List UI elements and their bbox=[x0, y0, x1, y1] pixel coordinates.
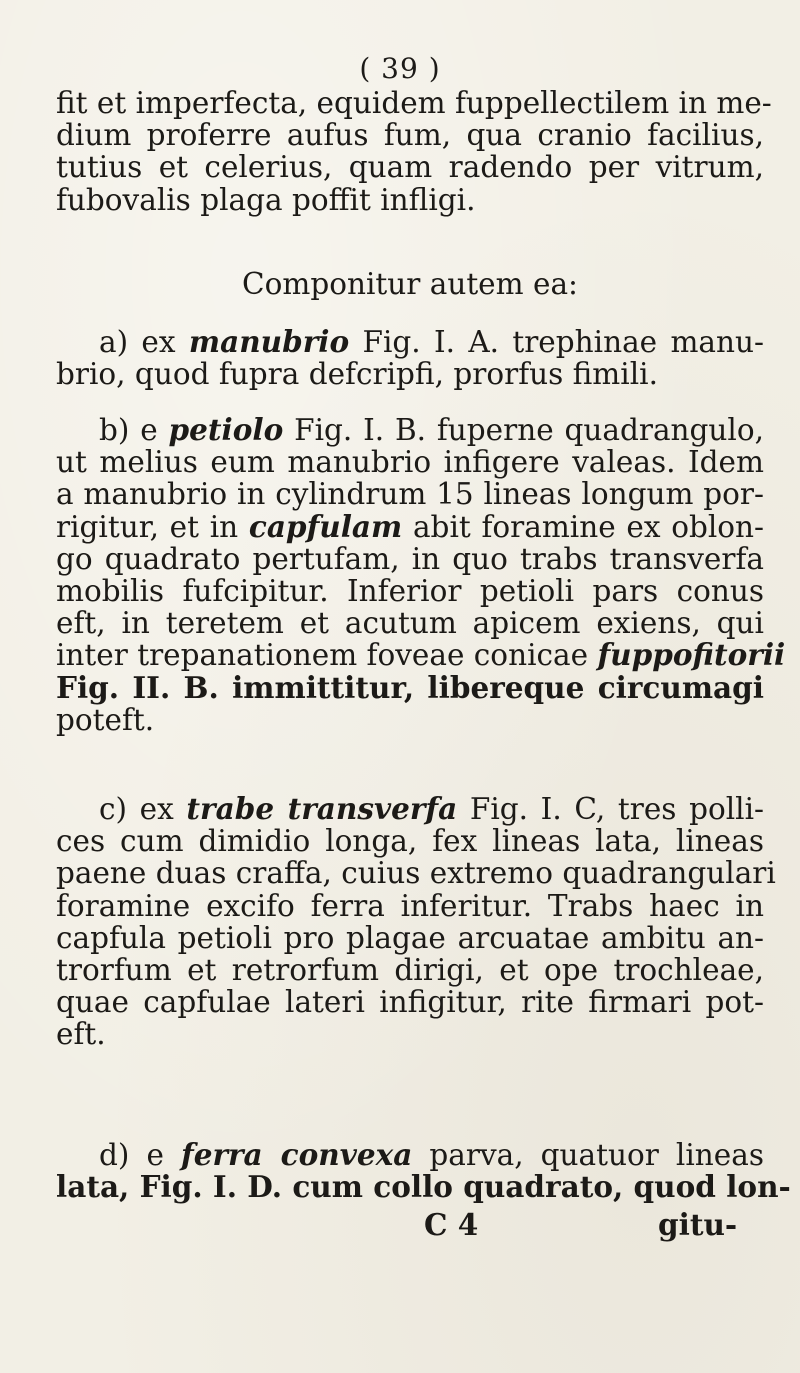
item-a-suffix: Fig. I. A. trephinae manu- bbox=[349, 325, 764, 359]
text-line: go quadrato pertufam, in quo trabs transverfa bbox=[56, 541, 764, 576]
catchword: gitu- bbox=[658, 1207, 738, 1242]
term-manubrio: manubrio bbox=[188, 324, 350, 359]
term-trabe-transverfa: trabe transverfa bbox=[186, 791, 458, 826]
page-footer bbox=[0, 1207, 800, 1241]
text-line: foramine excifo ferra inferitur. Trabs haec in bbox=[56, 888, 764, 923]
text-line: quae capfulae lateri infigitur, rite firmari pot- bbox=[56, 985, 764, 1020]
item-b-line-4 bbox=[56, 508, 765, 544]
text-line: eft, in teretem et acutum apicem exiens, qui bbox=[56, 606, 764, 641]
item-c-prefix: c) ex bbox=[99, 792, 187, 826]
item-c-line-1 bbox=[56, 793, 764, 825]
item-a-line-1 bbox=[56, 326, 764, 358]
item-d bbox=[56, 1137, 791, 1205]
item-b-prefix: b) e bbox=[99, 413, 169, 447]
item-b-line-8-prefix: inter trepanationem foveae conicae bbox=[56, 638, 598, 673]
item-a bbox=[56, 326, 764, 390]
item-b-line-4-suffix: abit foramine ex oblon- bbox=[402, 509, 765, 544]
signature-mark: C 4 bbox=[424, 1207, 479, 1242]
term-fuppofitorii: fuppofitorii bbox=[597, 637, 786, 673]
page-number: ( 39 ) bbox=[359, 52, 441, 85]
heading-text: Componitur autem ea: bbox=[242, 267, 578, 301]
text-line: brio, quod fupra defcripfi, prorfus fimili. bbox=[56, 357, 658, 392]
term-ferra-convexa: ferra convexa bbox=[181, 1137, 413, 1172]
item-b bbox=[56, 412, 786, 737]
text-line: poteft. bbox=[56, 702, 155, 737]
item-d-line-1 bbox=[56, 1139, 764, 1171]
text-line: ut melius eum manubrio infigere valeas. Idem bbox=[56, 445, 764, 480]
item-b-line-8 bbox=[56, 637, 786, 673]
text-line: mobilis fufcipitur. Inferior petioli pars conus bbox=[56, 574, 764, 609]
text-line: eft. bbox=[56, 1017, 106, 1052]
text-line: lata, Fig. I. D. cum collo quadrato, quod lon- bbox=[56, 1169, 791, 1205]
term-petiolo: petiolo bbox=[168, 412, 284, 447]
text-line: tutius et celerius, quam radendo per vitrum, bbox=[56, 150, 764, 185]
paragraph-intro bbox=[56, 86, 772, 217]
item-c bbox=[56, 791, 776, 1052]
text-line: dium proferre aufus fum, qua cranio facilius, bbox=[56, 118, 764, 153]
item-b-suffix: Fig. I. B. fuperne quadrangulo, bbox=[283, 413, 764, 447]
item-b-line-4-prefix: rigitur, et in bbox=[56, 509, 249, 544]
term-capfulam: capfulam bbox=[248, 508, 403, 544]
item-a-prefix: a) ex bbox=[99, 325, 189, 359]
text-line: ces cum dimidio longa, fex lineas lata, lineas bbox=[56, 824, 764, 859]
item-d-prefix: d) e bbox=[99, 1138, 181, 1172]
text-line: trorfum et retrorfum dirigi, et ope trochleae, bbox=[56, 953, 764, 988]
text-line: capfula petioli pro plagae arcuatae ambitu an- bbox=[56, 920, 764, 955]
item-c-suffix: Fig. I. C, tres polli- bbox=[457, 792, 765, 826]
text-line: a manubrio in cylindrum 15 lineas longum por- bbox=[56, 477, 764, 512]
text-line: fit et imperfecta, equidem fuppellectilem in me- bbox=[56, 86, 772, 120]
text-line: fubovalis plaga poffit infligi. bbox=[56, 182, 476, 217]
item-b-line-1 bbox=[56, 414, 764, 446]
text-line: paene duas craffa, cuius extremo quadrangulari bbox=[56, 856, 776, 891]
item-d-suffix: parva, quatuor lineas bbox=[412, 1138, 764, 1172]
text-line: Fig. II. B. immittitur, libereque circumagi bbox=[56, 669, 764, 705]
section-heading bbox=[56, 268, 764, 300]
